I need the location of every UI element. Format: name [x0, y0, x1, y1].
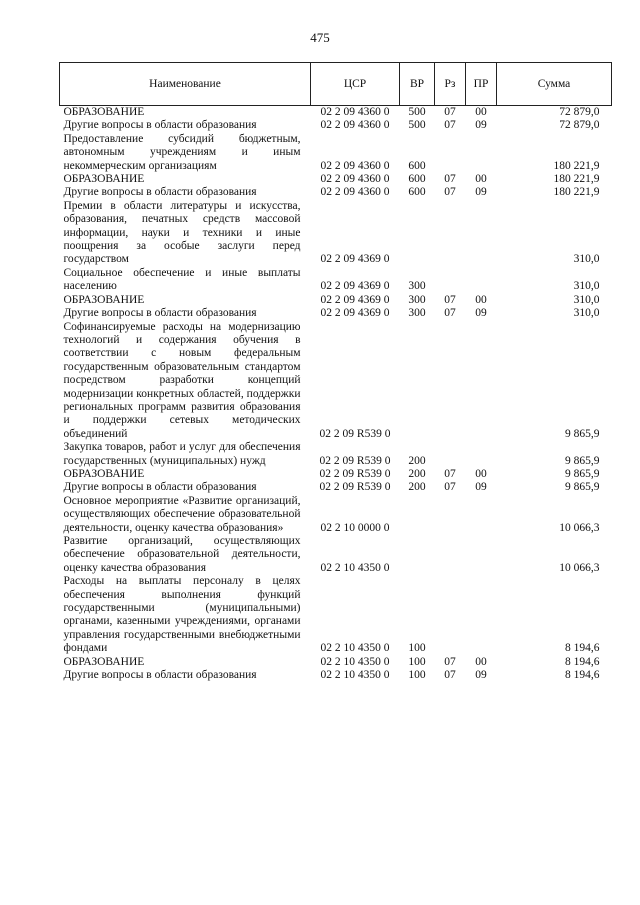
- row-pr: [466, 575, 497, 655]
- row-csr: 02 2 10 4350 0: [320, 642, 390, 655]
- row-name: Развитие организаций, осуществляющих обеспечение образовательной деятельности, оценку качества образования: [63, 535, 301, 574]
- row-rz: 07: [444, 119, 456, 132]
- table-row: [60, 119, 612, 132]
- row-csr: 02 2 09 4369 0: [320, 307, 390, 320]
- row-rz: [435, 321, 466, 442]
- table-row: [60, 656, 612, 669]
- row-vr: 100: [408, 669, 426, 682]
- table-row: [60, 294, 612, 307]
- row-name: Основное мероприятие «Развитие организаций, осуществляющих обеспечение образовательной деятельности, оценку качества образования»: [63, 494, 301, 534]
- row-sum: 9 865,9: [565, 454, 600, 467]
- row-sum: 310,0: [573, 293, 600, 306]
- row-sum: 310,0: [573, 253, 600, 266]
- row-csr: 02 2 09 R539 0: [319, 427, 391, 440]
- row-pr: [466, 133, 497, 173]
- row-name: Другие вопросы в области образования: [63, 307, 257, 320]
- row-name: ОБРАЗОВАНИЕ: [63, 655, 145, 668]
- row-pr: 09: [475, 307, 487, 320]
- row-vr: 100: [408, 655, 426, 668]
- row-rz: 07: [444, 481, 456, 494]
- header-csr: ЦСР: [311, 63, 400, 106]
- row-vr: 500: [408, 119, 426, 132]
- row-vr: 600: [408, 173, 426, 186]
- header-vr: ВР: [400, 63, 435, 106]
- row-name: Предоставление субсидий бюджетным, автономным учреждениям и иным некоммерческим организациям: [63, 132, 301, 172]
- row-sum: 9 865,9: [565, 427, 600, 440]
- row-vr: [400, 495, 435, 535]
- row-csr: 02 2 09 4360 0: [320, 173, 390, 186]
- table-row: [60, 186, 612, 199]
- row-name: Софинансируемые расходы на модернизацию технологий и содержания обучения в соответствии с новым федеральным государственным образовательным стандартом посредством разработки концепций модернизации конкретных областей, поддержки региональных программ развития образования и поддержки сетевых методических объединений: [63, 320, 301, 440]
- row-rz: 07: [444, 669, 456, 682]
- row-csr: 02 2 09 R539 0: [319, 481, 391, 494]
- row-rz: [435, 200, 466, 267]
- row-pr: 00: [475, 293, 487, 306]
- row-rz: [435, 133, 466, 173]
- row-csr: 02 2 09 R539 0: [319, 467, 391, 480]
- row-pr: 09: [475, 119, 487, 132]
- row-name: Другие вопросы в области образования: [63, 186, 257, 199]
- row-sum: 72 879,0: [559, 119, 600, 132]
- row-vr: 200: [408, 481, 426, 494]
- row-csr: 02 2 09 4369 0: [320, 293, 390, 306]
- row-pr: 09: [475, 481, 487, 494]
- row-csr: 02 2 10 4350 0: [320, 669, 390, 682]
- row-sum: 8 194,6: [565, 669, 600, 682]
- table-row: [60, 535, 612, 575]
- row-rz: 07: [444, 173, 456, 186]
- row-rz: 07: [444, 655, 456, 668]
- row-pr: [466, 267, 497, 294]
- table-row: [60, 441, 612, 468]
- row-sum: 9 865,9: [565, 481, 600, 494]
- row-csr: 02 2 09 4360 0: [320, 106, 390, 118]
- table-row: [60, 133, 612, 173]
- row-vr: 600: [408, 186, 426, 199]
- row-name: Расходы на выплаты персоналу в целях обеспечения выполнения функций государственными (муниципальными) органами, казенными учреждениями, органами управления государственными внебюджетными фондами: [63, 575, 301, 655]
- row-csr: 02 2 10 4350 0: [320, 655, 390, 668]
- row-rz: 07: [444, 293, 456, 306]
- row-rz: 07: [444, 307, 456, 320]
- row-vr: 300: [408, 280, 426, 293]
- row-vr: 300: [408, 307, 426, 320]
- row-name: ОБРАЗОВАНИЕ: [63, 293, 145, 306]
- row-csr: 02 2 10 0000 0: [320, 521, 390, 534]
- row-sum: 10 066,3: [559, 521, 600, 534]
- row-pr: [466, 321, 497, 442]
- row-pr: [466, 441, 497, 468]
- row-sum: 8 194,6: [565, 642, 600, 655]
- row-name: ОБРАЗОВАНИЕ: [63, 106, 145, 118]
- table-row: [60, 669, 612, 682]
- row-rz: [435, 267, 466, 294]
- table-row: [60, 106, 612, 120]
- row-rz: 07: [444, 106, 456, 118]
- header-name: Наименование: [60, 63, 311, 106]
- row-csr: 02 2 09 4360 0: [320, 159, 390, 172]
- row-name: Другие вопросы в области образования: [63, 669, 257, 682]
- table-row: [60, 307, 612, 320]
- row-csr: 02 2 09 4360 0: [320, 119, 390, 132]
- row-sum: 310,0: [573, 307, 600, 320]
- row-rz: [435, 441, 466, 468]
- row-name: Социальное обеспечение и иные выплаты населению: [63, 266, 301, 293]
- table-row: [60, 321, 612, 442]
- row-name: Закупка товаров, работ и услуг для обеспечения государственных (муниципальных) нужд: [63, 441, 301, 467]
- row-sum: 310,0: [573, 280, 600, 293]
- row-pr: 00: [475, 655, 487, 668]
- row-pr: 09: [475, 669, 487, 682]
- row-vr: [400, 535, 435, 575]
- row-pr: 00: [475, 173, 487, 186]
- row-rz: [435, 575, 466, 655]
- row-vr: 200: [408, 454, 426, 467]
- table-body: [60, 106, 612, 683]
- row-sum: 72 879,0: [559, 106, 600, 118]
- row-csr: 02 2 09 4369 0: [320, 280, 390, 293]
- table-row: [60, 468, 612, 481]
- row-csr: 02 2 09 4369 0: [320, 253, 390, 266]
- row-sum: 180 221,9: [553, 186, 600, 199]
- row-rz: [435, 535, 466, 575]
- row-sum: 180 221,9: [553, 159, 600, 172]
- header-rz: Рз: [435, 63, 466, 106]
- row-sum: 9 865,9: [565, 467, 600, 480]
- row-rz: [435, 495, 466, 535]
- row-rz: 07: [444, 467, 456, 480]
- row-sum: 180 221,9: [553, 173, 600, 186]
- row-csr: 02 2 10 4350 0: [320, 561, 390, 574]
- table-row: [60, 575, 612, 655]
- row-vr: 600: [408, 159, 426, 172]
- row-pr: [466, 495, 497, 535]
- row-vr: 200: [408, 467, 426, 480]
- row-name: ОБРАЗОВАНИЕ: [63, 467, 145, 480]
- row-csr: 02 2 09 4360 0: [320, 186, 390, 199]
- table-row: [60, 481, 612, 494]
- table-row: [60, 173, 612, 186]
- row-pr: 00: [475, 467, 487, 480]
- row-sum: 10 066,3: [559, 561, 600, 574]
- row-csr: 02 2 09 R539 0: [319, 454, 391, 467]
- row-vr: 300: [408, 293, 426, 306]
- row-pr: [466, 200, 497, 267]
- row-sum: 8 194,6: [565, 655, 600, 668]
- budget-table: [59, 62, 612, 682]
- header-sum: Сумма: [497, 63, 612, 106]
- row-pr: 09: [475, 186, 487, 199]
- row-vr: 500: [408, 106, 426, 118]
- table-row: [60, 267, 612, 294]
- row-vr: [400, 321, 435, 442]
- row-vr: 100: [408, 642, 426, 655]
- table-row: [60, 200, 612, 267]
- row-name: Премии в области литературы и искусства, образования, печатных средств массовой информации, науки и техники и иные поощрения за особые заслуги перед государством: [63, 199, 301, 266]
- row-name: Другие вопросы в области образования: [63, 119, 257, 132]
- row-pr: 00: [475, 106, 487, 118]
- row-rz: 07: [444, 186, 456, 199]
- page-number: 475: [310, 30, 330, 45]
- row-pr: [466, 535, 497, 575]
- row-name: ОБРАЗОВАНИЕ: [63, 173, 145, 186]
- row-name: Другие вопросы в области образования: [63, 481, 257, 494]
- table-header: [60, 63, 612, 106]
- row-vr: [400, 200, 435, 267]
- header-pr: ПР: [466, 63, 497, 106]
- table-row: [60, 495, 612, 535]
